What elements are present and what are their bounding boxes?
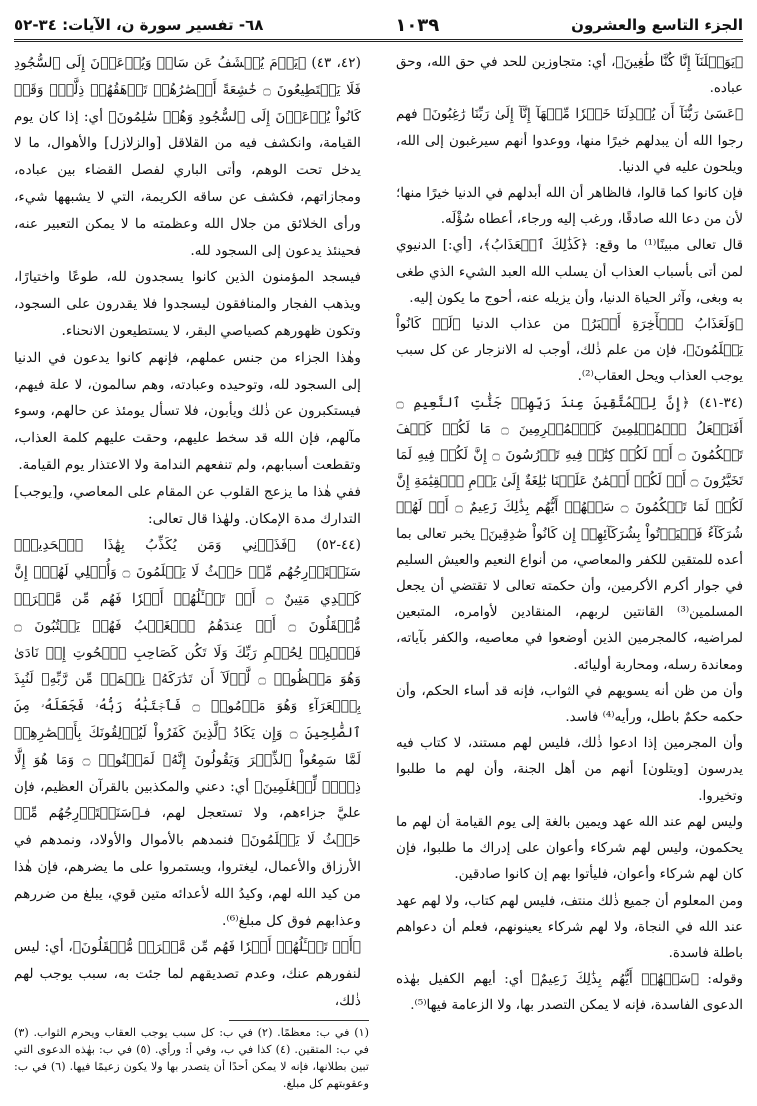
paragraph: وأن المجرمين إذا ادعوا ذٰلك، فليس لهم مستند، لا كتاب فيه يدرسون [ويتلون] أنهم من أهل الجنة، وأن لهم ما طلبوا وتخيروا. [396, 736, 743, 804]
page-number: ١٠٣٩ [395, 14, 440, 36]
surah-verses-title: ٦٨- تفسير سورة ن، الآيات: ٣٤-٥٢ [14, 16, 264, 34]
paragraph: فيسجد المؤمنون الذين كانوا يسجدون لله، طوعًا واختيارًا، ويذهب الفجار والمنافقون ليسجدوا فلا يقدرون على السجود، وتكون ظهورهم كصياصي البقر، لا يستطيعون الانحناء. [14, 269, 361, 339]
paragraph: وأن من ظن أنه يسويهم في الثواب، فإنه قد أساء الحكم، وأن حكمه حكمٌ باطل، ورأيه⁽⁴⁾ فاسد. [396, 683, 743, 726]
paragraph: (٤٢، ٤٣) ﴿يَوۡمَ يُكۡشَفُ عَن سَاقٖ وَيُدۡعَوۡنَ إِلَى ٱلسُّجُودِ فَلَا يَسۡتَطِيعُونَ ۝ خَٰشِعَةً أَبۡصَٰرُهُمۡ تَرۡهَقُهُمۡ ذِلَّةٞۖ وَقَدۡ كَانُواْ يُدۡعَوۡنَ إِلَى ٱلسُّجُودِ وَهُمۡ سَٰلِمُونَ﴾ أي: إذا كان يوم القيامة، وانكشف فيه من القلاقل [والزلازل] والأهوال، ما لا يدخل تحت الوهم، وأتى الباري لفصل القضاء بين عباده، ومجازاتهم، فكشف عن ساقه الكريمة، التي لا يشبهها شيء، ورأى الخلائق من جلال الله وعظمته ما لا يمكن التعبير عنه، فحينئذ يدعون إلى السجود لله. [14, 55, 361, 259]
paragraph: قال تعالى مبينًا⁽¹⁾ ما وقع: ﴿كَذَٰلِكَ ٱلۡعَذَابُ﴾، [أي:] الدنيوي لمن أتى بأسباب العذاب أن يسلب الله العبد الشيء الذي طغى به وبغى، وآثر الحياة الدنيا، وأن يزيله عنه، أحوج ما يكون إليه. [396, 238, 743, 306]
text-columns [14, 50, 743, 1020]
footnote-divider [229, 1020, 369, 1021]
right-column [396, 50, 743, 1020]
left-column [14, 50, 361, 1020]
header-divider [14, 39, 743, 42]
paragraph: ومن المعلوم أن جميع ذٰلك منتف، فليس لهم كتاب، ولا لهم عهد عند الله في النجاة، ولا لهم شركاء يعينونهم، فعلم أن دعواهم باطلة فاسدة. [396, 893, 743, 961]
page-header [14, 8, 743, 42]
paragraph: وليس لهم عند الله عهد ويمين بالغة إلى يوم القيامة أن لهم ما يحكمون، وليس لهم شركاء وأعوان على إدراك ما طلبوا، فإن كان لهم شركاء وأعوان، فليأتوا بهم إن كانوا صادقين. [396, 814, 743, 883]
paragraph: ﴿عَسَىٰ رَبُّنَآ أَن يُبۡدِلَنَا خَيۡرٗا مِّنۡهَآ إِنَّآ إِلَىٰ رَبِّنَا رَٰغِبُونَ﴾ فهم رجوا الله أن يبدلهم خيرًا منها، ووعدوا أنهم سيرغبون إلى الله، ويلحون عليه في الدنيا. [396, 107, 743, 175]
paragraph: فإن كانوا كما قالوا، فالظاهر أن الله أبدلهم في الدنيا خيرًا منها؛ لأن من دعا الله صادقًا، ورغب إليه ورجاء، أعطاه سُؤْلَه. [396, 186, 743, 228]
footnote-text: (١) في ب: معظمًا. (٢) في ب: كل سبب يوجب العقاب ويحرم الثواب. (٣) في ب: المتقين. (٤) كذا في ب، وفي أ: ورأي. (٥) في ب: بهٰذه الدعوى التي تبين بطلانها، فإنه لا يمكن أحدًا أن يتصدر بها ولا يكون زعيمًا فيها. (٦) في ب: وعقوبتهم كل مبلغ. [14, 1026, 369, 1090]
paragraph: (٤٤-٥٢) ﴿فَذَرۡنِي وَمَن يُكَذِّبُ بِهَٰذَا ٱلۡحَدِيثِۖ سَنَسۡتَدۡرِجُهُم مِّنۡ حَيۡثُ لَا يَعۡلَمُونَ ۝ وَأُمۡلِي لَهُمۡۚ إِنَّ كَيۡدِي مَتِينٌ ۝ أَمۡ تَسۡـَٔلُهُمۡ أَجۡرٗا فَهُم مِّن مَّغۡرَمٖ مُّثۡقَلُونَ ۝ أَمۡ عِندَهُمُ ٱلۡغَيۡبُ فَهُمۡ يَكۡتُبُونَ ۝ فَٱصۡبِرۡ لِحُكۡمِ رَبِّكَ وَلَا تَكُن كَصَاحِبِ ٱلۡحُوتِ إِذۡ نَادَىٰ وَهُوَ مَكۡظُومٞ ۝ لَّوۡلَآ أَن تَدَٰرَكَهُۥ نِعۡمَةٞ مِّن رَّبِّهِۦ لَنُبِذَ بِٱلۡعَرَآءِ وَهُوَ مَذۡمُومٞ ۝ فَٱجۡتَبَٰهُ رَبُّهُۥ فَجَعَلَهُۥ مِنَ ٱلصَّٰلِحِينَ ۝ وَإِن يَكَادُ ٱلَّذِينَ كَفَرُواْ لَيُزۡلِقُونَكَ بِأَبۡصَٰرِهِمۡ لَمَّا سَمِعُواْ ٱلذِّكۡرَ وَيَقُولُونَ إِنَّهُۥ لَمَجۡنُونٞ ۝ وَمَا هُوَ إِلَّا ذِكۡرٞ لِّلۡعَٰلَمِينَ﴾ أي: دعني والمكذبين بالقرآن العظيم، فإن عليَّ جزاءهم، ولا تستعجل لهم، فـ﴿سَنَسۡتَدۡرِجُهُم مِّنۡ حَيۡثُ لَا يَعۡلَمُونَ﴾ فنمدهم بالأموال والأولاد، ونمدهم في الأرزاق والأعمال، ليغتروا، ويستمروا على ما يضرهم، فإن هٰذا من كيد الله لهم، وكيدُ الله لأعدائه متين قوي، يبلغ من ضررهم وعذابهم فوق كل مبلغ⁽⁶⁾. [14, 537, 362, 929]
footnotes [14, 1024, 369, 1092]
paragraph: وقوله: ﴿سَلۡهُمۡ أَيُّهُم بِذَٰلِكَ زَعِيمٌ﴾ أي: أيهم الكفيل بهٰذه الدعوى الفاسدة، فإنه لا يمكن التصدر بها، ولا الزعامة فيها⁽⁵⁾. [396, 972, 743, 1014]
paragraph: ﴿أَمۡ تَسۡـَٔلُهُمۡ أَجۡرٗا فَهُم مِّن مَّغۡرَمٖ مُّثۡقَلُونَ﴾، أي: ليس لنفورهم عنك، وعدم تصديقهم لما جئت به، سبب يوجب لهم ذٰلك، [14, 939, 361, 1009]
paragraph: (٣٤-٤١) ﴿إِنَّ لِلۡمُتَّقِينَ عِندَ رَبِّهِمۡ جَنَّٰتِ ٱلنَّعِيمِ ۝ أَفَنَجۡعَلُ ٱلۡمُسۡلِمِينَ كَٱلۡمُجۡرِمِينَ ۝ مَا لَكُمۡ كَيۡفَ تَحۡكُمُونَ ۝ أَمۡ لَكُمۡ كِتَٰبٞ فِيهِ تَدۡرُسُونَ ۝ إِنَّ لَكُمۡ فِيهِ لَمَا تَخَيَّرُونَ ۝ أَمۡ لَكُمۡ أَيۡمَٰنٌ عَلَيۡنَا بَٰلِغَةٌ إِلَىٰ يَوۡمِ ٱلۡقِيَٰمَةِ إِنَّ لَكُمۡ لَمَا تَحۡكُمُونَ ۝ سَلۡهُمۡ أَيُّهُم بِذَٰلِكَ زَعِيمٌ ۝ أَمۡ لَهُمۡ شُرَكَآءُ فَلۡيَأۡتُواْ بِشُرَكَآئِهِمۡ إِن كَانُواْ صَٰدِقِينَ﴾ يخبر تعالى بما أعده للمتقين للكفر والمعاصي، من أنواع النعيم والعيش السليم في جوار أكرم الأكرمين، وأن حكمته تعالى لا تقتضي أن يجعل المسلمين⁽³⁾ القانتين لربهم، المنقادين لأوامره، المتبعين لمراضيه، كالمجرمين الذين أوضعوا في معاصيه، والكفر بآياته، ومعاندة رسله، ومحاربة أوليائه. [396, 395, 744, 673]
paragraph: وهٰذا الجزاء من جنس عملهم، فإنهم كانوا يدعون في الدنيا إلى السجود لله، وتوحيده وعبادته، وهم سالمون، لا علة فيهم، فيستكبرون عن ذٰلك ويأبون، فلا تسأل يومئذ عن حالهم، وسوء مآلهم، فإن الله قد سخط عليهم، وحقت عليهم كلمة العذاب، وتقطعت أسبابهم، ولم تنفعهم الندامة ولا الاعتذار يوم القيامة. [14, 349, 361, 473]
paragraph: ففي هٰذا ما يزعج القلوب عن المقام على المعاصي، و[يوجب] التدارك مدة الإمكان. ولهٰذا قال تعالى: [14, 483, 361, 527]
column-gutter [361, 50, 396, 1020]
part-title: الجزء التاسع والعشرون [571, 16, 743, 34]
paragraph: ﴿وَلَعَذَابُ ٱلۡأٓخِرَةِ أَكۡبَرُ﴾ من عذاب الدنيا ﴿لَوۡ كَانُواْ يَعۡلَمُونَ﴾، فإن من علم ذٰلك، أوجب له الانزجار عن كل سبب يوجب العذاب ويحل العقاب⁽²⁾. [396, 317, 743, 385]
paragraph: ﴿يَوَيۡلَنَآ إِنَّا كُنَّا طَٰغِينَ﴾، أي: متجاوزين للحد في حق الله، وحق عباده. [396, 55, 743, 97]
